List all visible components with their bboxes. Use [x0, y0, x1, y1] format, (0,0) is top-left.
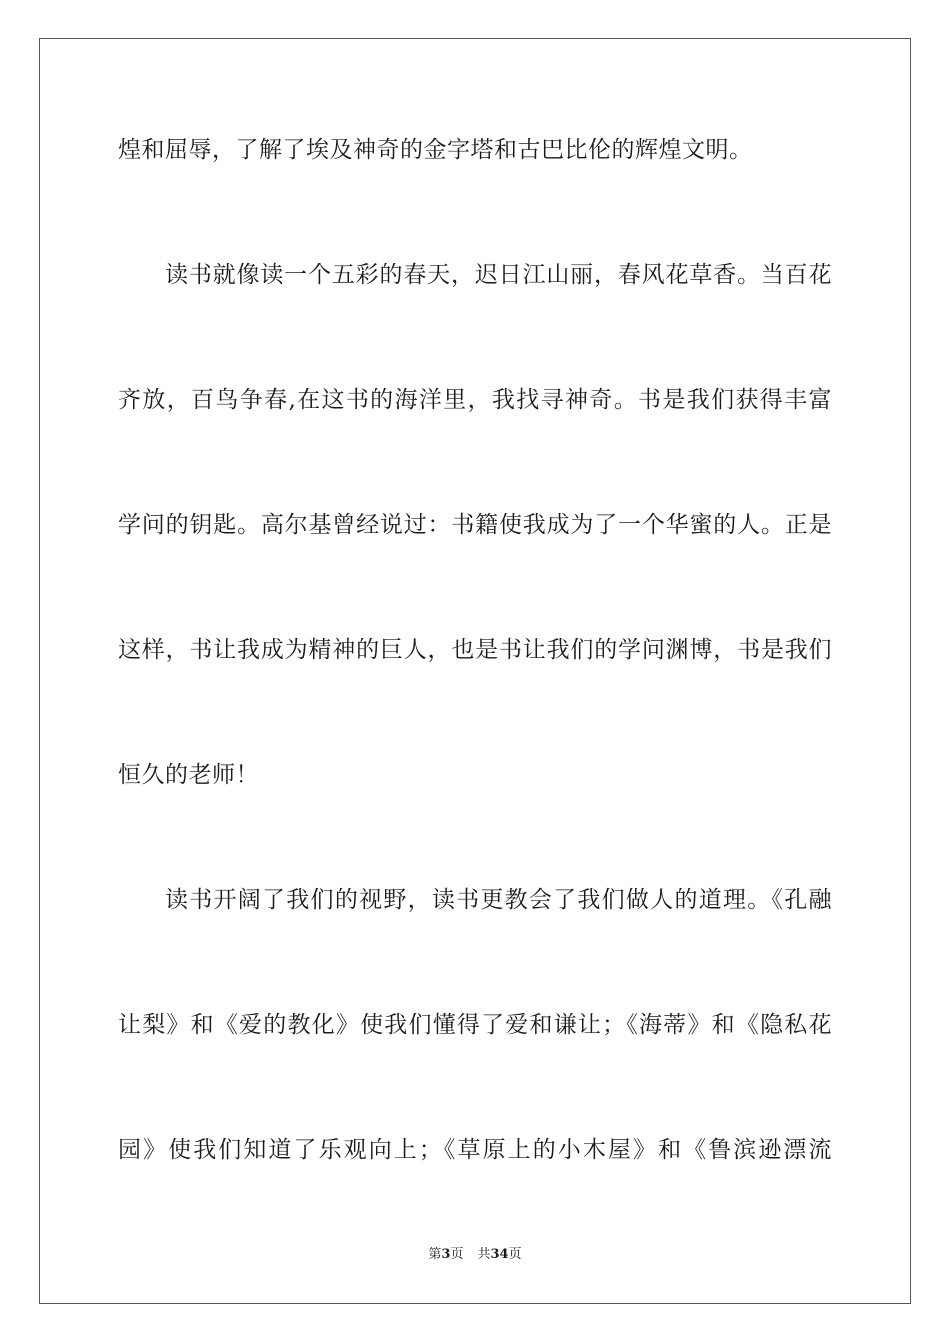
footer-total-prefix: 共: [477, 1247, 491, 1262]
paragraph-line-8: 让梨》和《爱的教化》使我们懂得了爱和谦让；《海蒂》和《隐私花: [118, 1012, 832, 1038]
footer-page-suffix: 页: [450, 1247, 464, 1262]
page-border: [39, 38, 911, 1304]
paragraph-line-6: 恒久的老师！: [118, 762, 259, 788]
paragraph-line-5: 这样，书让我成为精神的巨人，也是书让我们的学问渊博，书是我们: [118, 637, 832, 663]
footer-total-suffix: 页: [508, 1247, 522, 1262]
footer-page-prefix: 第: [428, 1247, 442, 1262]
page-footer: [0, 1246, 950, 1264]
footer-page-number: 3: [441, 1247, 451, 1262]
paragraph-line-9: 园》使我们知道了乐观向上；《草原上的小木屋》和《鲁滨逊漂流: [118, 1137, 832, 1163]
paragraph-line-7: 读书开阔了我们的视野，读书更教会了我们做人的道理。《孔融: [165, 887, 832, 913]
paragraph-line-2: 读书就像读一个五彩的春天，迟日江山丽，春风花草香。当百花: [165, 262, 832, 288]
paragraph-line-4: 学问的钥匙。高尔基曾经说过：书籍使我成为了一个华蜜的人。正是: [118, 512, 832, 538]
footer-total-pages: 34: [490, 1247, 509, 1262]
paragraph-line-3: 齐放，百鸟争春,在这书的海洋里，我找寻神奇。书是我们获得丰富: [118, 387, 832, 413]
paragraph-line-1: 煌和屈辱，了解了埃及神奇的金字塔和古巴比伦的辉煌文明。: [118, 137, 753, 163]
